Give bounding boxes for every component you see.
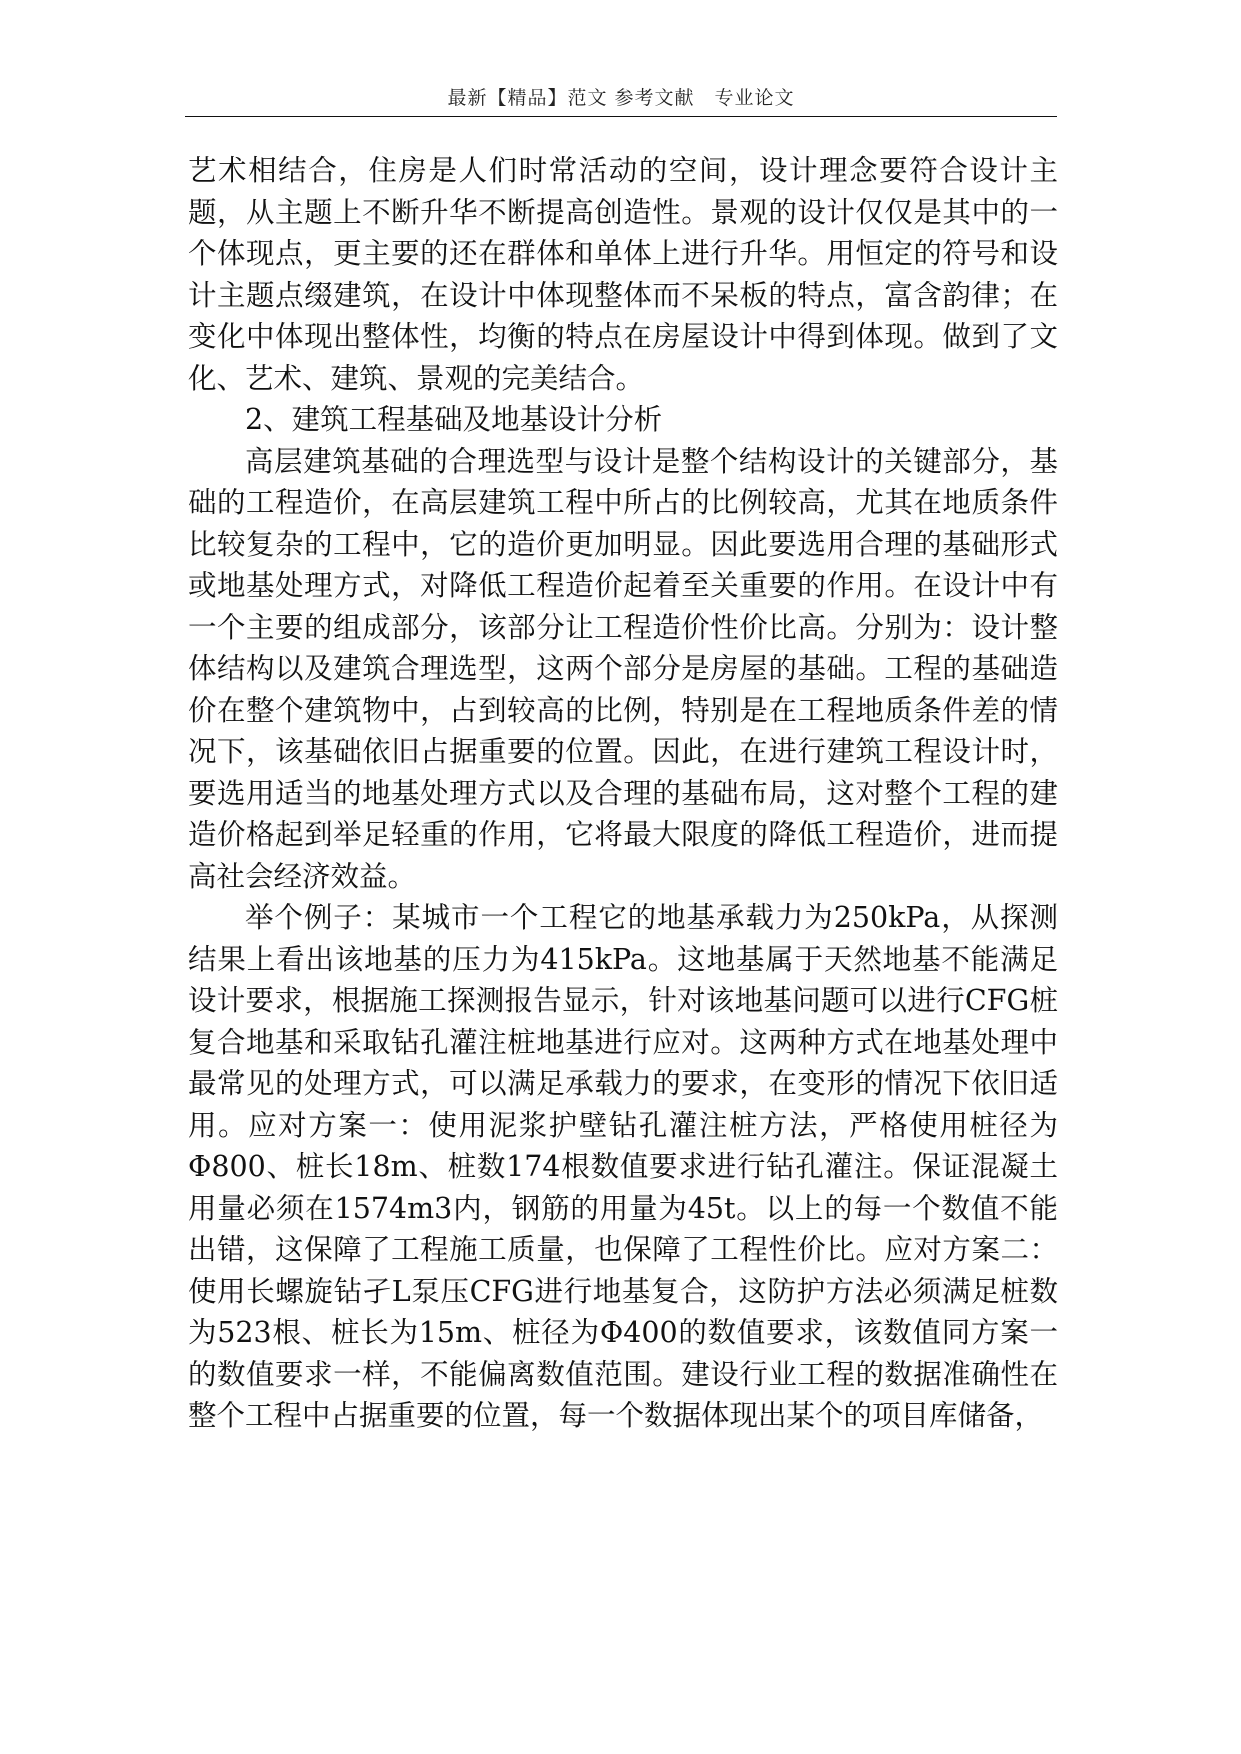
- paragraph-3: 举个例子：某城市一个工程它的地基承载力为250kPa，从探测结果上看出该地基的压力为415kPa。这地基属于天然地基不能满足设计要求，根据施工探测报告显示，针对该地基问题可以进行CFG桩复合地基和采取钻孔灌注桩地基进行应对。这两种方式在地基处理中最常见的处理方式，可以满足承载力的要求，在变形的情况下依旧适用。应对方案一：使用泥浆护壁钻孔灌注桩方法，严格使用桩径为Φ800、桩长18m、桩数174根数值要求进行钻孔灌注。保证混凝土用量必须在1574m3内，钢筋的用量为45t。以上的每一个数值不能出错，这保障了工程施工质量，也保障了工程性价比。应对方案二：使用长螺旋钻孑L泵压CFG进行地基复合，这防护方法必须满足桩数为523根、桩长为15m、桩径为Φ400的数值要求，该数值同方案一的数值要求一样，不能偏离数值范围。建设行业工程的数据准确性在整个工程中占据重要的位置，每一个数据体现出某个的项目库储备，: [188, 901, 1058, 1432]
- paragraph-2: 高层建筑基础的合理选型与设计是整个结构设计的关键部分，基础的工程造价，在高层建筑工程中所占的比例较高，尤其在地质条件比较复杂的工程中，它的造价更加明显。因此要选用合理的基础形式或地基处理方式，对降低工程造价起着至关重要的作用。在设计中有一个主要的组成部分，该部分让工程造价性价比高。分别为：设计整体结构以及建筑合理选型，这两个部分是房屋的基础。工程的基础造价在整个建筑物中，占到较高的比例，特别是在工程地质条件差的情况下，该基础依旧占据重要的位置。因此，在进行建筑工程设计时，要选用适当的地基处理方式以及合理的基础布局，这对整个工程的建造价格起到举足轻重的作用，它将最大限度的降低工程造价，进而提高社会经济效益。: [188, 444, 1058, 893]
- section-heading: 2、建筑工程基础及地基设计分析: [245, 403, 663, 436]
- paragraph-1: 艺术相结合，住房是人们时常活动的空间，设计理念要符合设计主题，从主题上不断升华不断提高创造性。景观的设计仅仅是其中的一个体现点，更主要的还在群体和单体上进行升华。用恒定的符号和设计主题点缀建筑，在设计中体现整体而不呆板的特点，富含韵律；在变化中体现出整体性，均衡的特点在房屋设计中得到体现。做到了文化、艺术、建筑、景观的完美结合。: [188, 154, 1058, 395]
- document-body: [188, 150, 1058, 1437]
- header-divider: [185, 116, 1057, 117]
- page-header: 最新【精品】范文 参考文献 专业论文: [447, 87, 795, 109]
